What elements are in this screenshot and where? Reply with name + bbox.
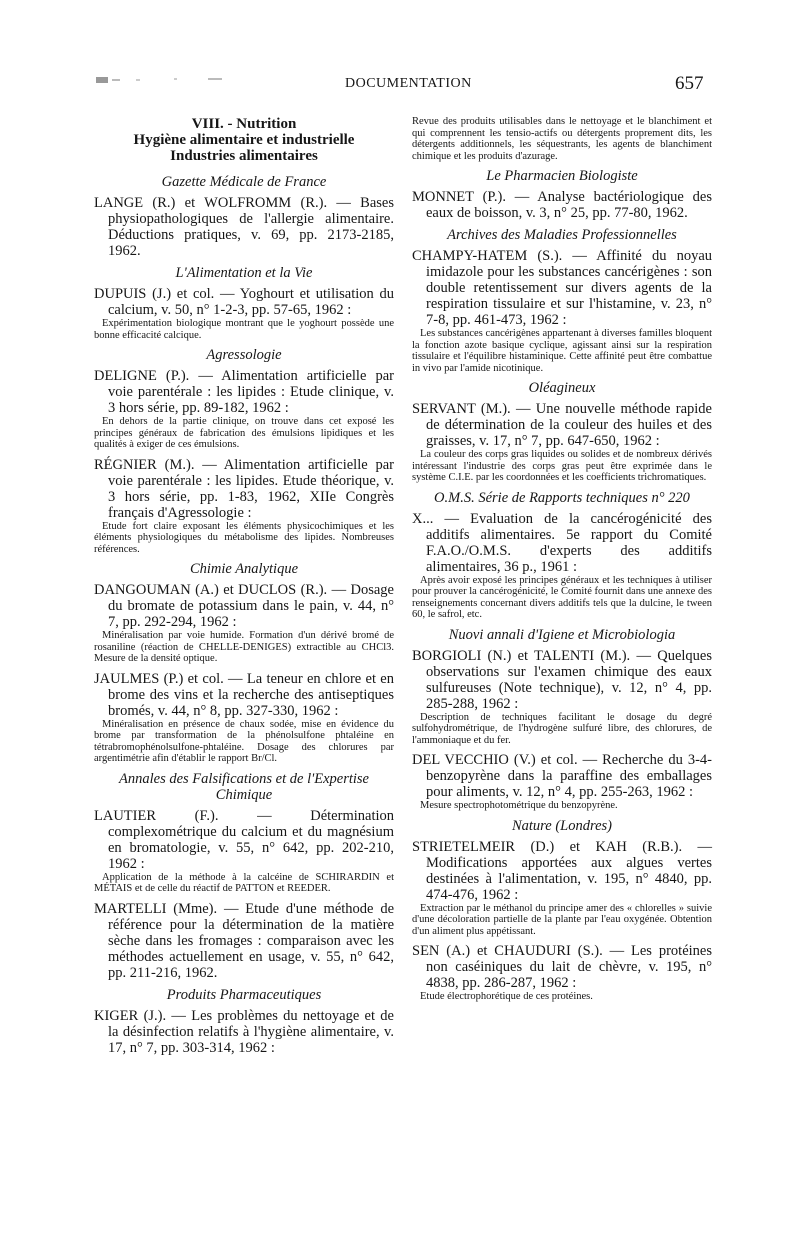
entry-citation: STRIETELMEIR (D.) et KAH (R.B.). — Modifications apportées aux algues vertes destinées à l'alimentation, v. 195, n° 4840, pp. 474-476, 1962 : bbox=[412, 838, 712, 903]
bibliography-entry bbox=[94, 457, 394, 556]
entry-citation: JAULMES (P.) et col. — La teneur en chlore et en brome des vins et la recherche des antiseptiques bromés, v. 44, n° 8, pp. 327-330, 1962 : bbox=[94, 670, 394, 719]
entry-citation: SEN (A.) et CHAUDURI (S.). — Les protéines non caséiniques du lait de chèvre, v. 195, n° 4838, pp. 286-287, 1962 : bbox=[412, 943, 712, 991]
entry-citation: DUPUIS (J.) et col. — Yoghourt et utilisation du calcium, v. 50, n° 1-2-3, pp. 57-65, 1962 : bbox=[94, 286, 394, 318]
journal-heading: Annales des Falsifications et de l'Expertise Chimique bbox=[119, 770, 369, 803]
entry-abstract: Minéralisation par voie humide. Formation d'un dérivé bromé de rosaniline (réaction de CHELLE-DENIGES) extractible au CHCl3. Mesure de la densité optique. bbox=[94, 630, 394, 664]
bibliography-entry bbox=[412, 189, 712, 221]
page-header bbox=[0, 73, 800, 96]
journal-heading: Oléagineux bbox=[528, 380, 596, 396]
bibliography-entry bbox=[94, 286, 394, 341]
journal-heading: Nuovi annali d'Igiene et Microbiologia bbox=[448, 626, 676, 643]
journal-heading: O.M.S. Série de Rapports techniques n° 220 bbox=[434, 489, 690, 506]
entry-citation: SERVANT (M.). — Une nouvelle méthode rapide de détermination de la couleur des huiles et des graisses, v. 17, n° 7, pp. 647-650, 1962 : bbox=[412, 401, 712, 449]
section-heading-line: VIII. - Nutrition bbox=[191, 116, 297, 132]
entry-abstract: Etude fort claire exposant les éléments physicochimiques et les éléments physiologiques du métabolisme des lipides. Nombreuses références. bbox=[94, 520, 394, 555]
continued-abstract: Revue des produits utilisables dans le nettoyage et le blanchiment et qui comprennent les tensio-actifs ou détergents proprement dits, les détergents additionnels, les séquestrants, les agents de blanchiment chimique et les produits d'azurage. bbox=[412, 116, 712, 162]
entry-abstract: Etude électrophorétique de ces protéines. bbox=[420, 991, 593, 1002]
journal-heading: L'Alimentation et la Vie bbox=[175, 265, 313, 281]
bibliography-entry bbox=[94, 671, 394, 765]
page-number: 657 bbox=[675, 73, 704, 94]
bibliography-entry bbox=[94, 195, 394, 259]
entry-abstract: En dehors de la partie clinique, on trouve dans cet exposé les principes généraux de fabrication des émulsions lipidiques et les qualités à exiger de ces émulsions. bbox=[94, 416, 394, 450]
journal-heading: Produits Pharmaceutiques bbox=[166, 986, 322, 1003]
entry-citation: LANGE (R.) et WOLFROMM (R.). — Bases physiopathologiques de l'allergie alimentaire. Déductions pratiques, v. 69, pp. 2173-2185, 1962. bbox=[94, 195, 394, 259]
running-title: DOCUMENTATION bbox=[345, 76, 472, 91]
entry-citation: MARTELLI (Mme). — Etude d'une méthode de référence pour la détermination de la matière sèche dans les fromages : comparaison avec les méthodes actuellement en usage, v. 55, n° 642, pp. 211-216, 1962. bbox=[94, 900, 394, 981]
entry-citation: MONNET (P.). — Analyse bactériologique des eaux de boisson, v. 3, n° 25, pp. 77-80, 1962. bbox=[412, 189, 712, 221]
entry-abstract: Description de techniques facilitant le dosage du degré sulfohydrométrique, de l'hydrogène sulfuré libre, des chlorures, de l'ammoniaque et du fer. bbox=[412, 711, 712, 746]
section-heading bbox=[94, 116, 394, 164]
bibliography-entry bbox=[94, 1008, 394, 1056]
left-column bbox=[94, 116, 394, 1062]
journal-heading: Gazette Médicale de France bbox=[161, 174, 327, 190]
bibliography-entry bbox=[94, 901, 394, 981]
entry-citation: DEL VECCHIO (V.) et col. — Recherche du 3-4-benzopyrène dans la paraffine des emballages pour aliments, v. 12, n° 4, pp. 255-263, 1962 : bbox=[412, 752, 712, 800]
entry-abstract: Après avoir exposé les principes généraux et les techniques à utiliser pour prouver la cancérogénicité, le Comité fournit dans une annexe des renseignements concernant divers additifs tels que la dulcine, le tween 60, le safrol, etc. bbox=[412, 574, 712, 620]
entry-citation: DANGOUMAN (A.) et DUCLOS (R.). — Dosage du bromate de potassium dans le pain, v. 44, n° 7, pp. 292-294, 1962 : bbox=[94, 582, 394, 630]
bibliography-entry bbox=[412, 752, 712, 812]
entry-citation: KIGER (J.). — Les problèmes du nettoyage et de la désinfection relatifs à l'hygiène alimentaire, v. 17, n° 7, pp. 303-314, 1962 : bbox=[94, 1007, 394, 1056]
bibliography-entry bbox=[94, 368, 394, 451]
bibliography-entry bbox=[412, 401, 712, 484]
entry-abstract: La couleur des corps gras liquides ou solides et de nombreux dérivés intéressant l'industrie des corps gras peut être exprimée dans le système C.I.E. par les coordonnées et les coefficients trichromatiques. bbox=[412, 449, 712, 483]
entry-citation: X... — Evaluation de la cancérogénicité des additifs alimentaires. 5e rapport du Comité F.A.O./O.M.S. d'experts des additifs alimentaires, 36 p., 1961 : bbox=[412, 510, 712, 575]
journal-heading: Archives des Maladies Professionnelles bbox=[447, 227, 677, 243]
entry-abstract: Application de la méthode à la calcéine de SCHIRARDIN et MÉTAIS et de celle du réactif de PATTON et REEDER. bbox=[94, 871, 394, 894]
journal-heading: Nature (Londres) bbox=[511, 817, 613, 834]
bibliography-entry bbox=[412, 511, 712, 621]
scan-smudge-mark bbox=[96, 76, 226, 84]
journal-heading: Agressologie bbox=[206, 347, 282, 363]
journal-heading: Le Pharmacien Biologiste bbox=[486, 168, 638, 184]
entry-citation: DELIGNE (P.). — Alimentation artificielle par voie parentérale : les lipides : Etude clinique, v. 3 hors série, pp. 89-182, 1962 : bbox=[94, 368, 394, 416]
bibliography-entry bbox=[412, 839, 712, 938]
entry-citation: LAUTIER (F.). — Détermination complexométrique du calcium et du magnésium en bromatologie, v. 55, n° 642, pp. 202-210, 1962 : bbox=[94, 807, 394, 872]
bibliography-entry bbox=[94, 808, 394, 895]
journal-heading: Chimie Analytique bbox=[189, 561, 299, 577]
entry-abstract: Minéralisation en présence de chaux sodée, mise en évidence du brome par transformation de la phénolsulfone phtaléine en tétrabromophénolsulfone-phtaléine. Dosage des chlorures par argentimétrie afin d'établir le rapport Br/Cl. bbox=[94, 718, 394, 764]
entry-citation: BORGIOLI (N.) et TALENTI (M.). — Quelques observations sur l'examen chimique des eaux sulfureuses (Note technique), v. 12, n° 4, pp. 285-288, 1962 : bbox=[412, 647, 712, 712]
right-column bbox=[412, 116, 712, 1009]
section-heading-line: Industries alimentaires bbox=[170, 148, 318, 164]
entry-citation: CHAMPY-HATEM (S.). — Affinité du noyau imidazole pour les substances cancérigènes : son double retentissement sur divers agents de la respiration tissulaire et sur l'histamine, v. 23, n° 7-8, pp. 461-473, 1962 : bbox=[412, 248, 712, 328]
bibliography-entry bbox=[412, 248, 712, 374]
entry-abstract: Les substances cancérigènes appartenant à diverses familles bloquent la fonction azote basique cyclique, agissant ainsi sur la respiration tissulaire et l'équilibre histaminique. Cette affinité peut être combattue in vivo par l'amide nicotinique. bbox=[412, 328, 712, 374]
entry-abstract: Mesure spectrophotométrique du benzopyrène. bbox=[420, 800, 618, 811]
bibliography-entry bbox=[94, 582, 394, 665]
entry-abstract: Expérimentation biologique montrant que le yoghourt possède une bonne efficacité calcique. bbox=[94, 318, 394, 341]
entry-citation: RÉGNIER (M.). — Alimentation artificielle par voie parentérale : les lipides. Etude théorique, v. 3 hors série, pp. 1-83, 1962, XIIe Congrès français d'Agressologie : bbox=[94, 456, 394, 521]
bibliography-entry bbox=[412, 943, 712, 1003]
bibliography-entry bbox=[412, 648, 712, 747]
section-heading-line: Hygiène alimentaire et industrielle bbox=[133, 132, 355, 148]
entry-abstract: Extraction par le méthanol du principe amer des « chlorelles » suivie d'une décoloration partielle de la plante par l'eau oxygénée. Obtention d'un aliment plus appétissant. bbox=[412, 902, 712, 937]
